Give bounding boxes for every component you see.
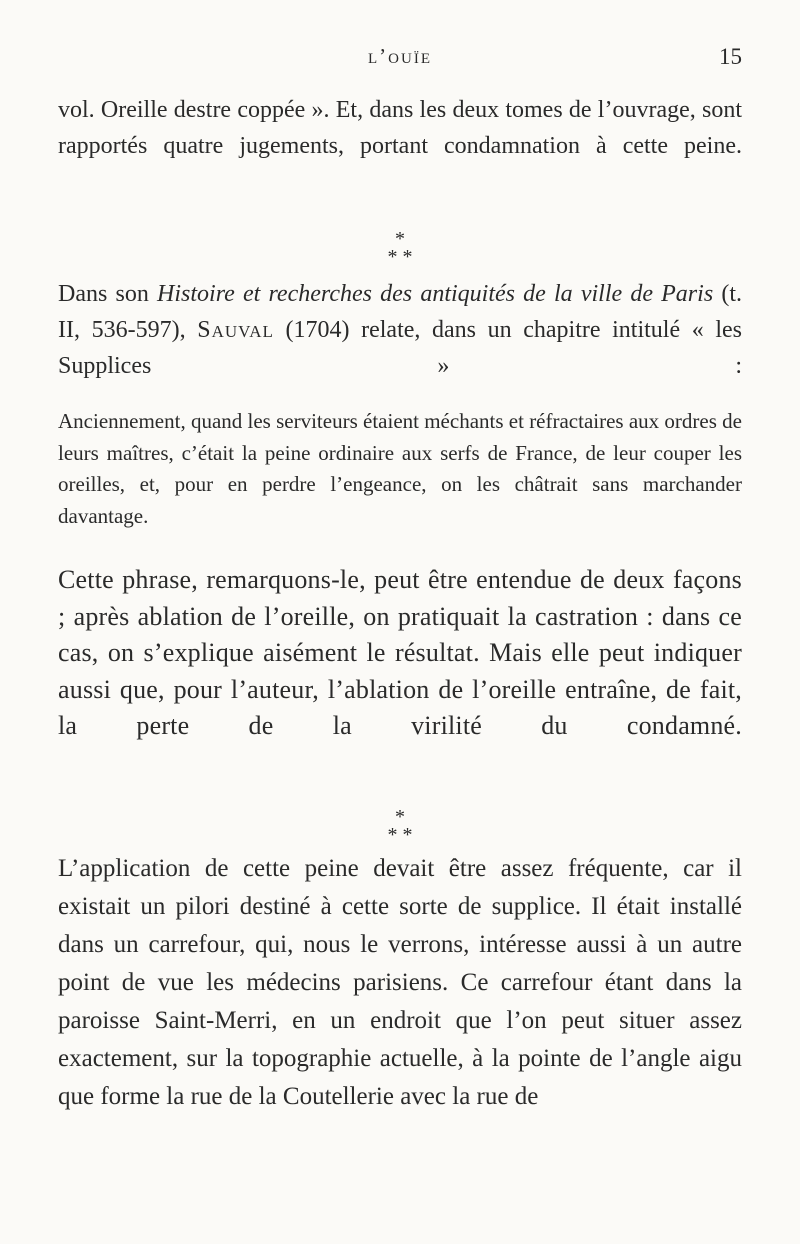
paragraph-4: L’application de cette peine devait être assez fréquente, car il existait un pilori destiné à cette sorte de supplice. Il était installé dans un carrefour, qui, nous le verrons, intéresse aussi à un autre point de vue les médecins parisiens. Ce carrefour étant dans la paroisse Saint-Merri, en un endroit que l’on peut situer assez exactement, sur la topographie actuelle, à la pointe de l’angle aigu que forme la rue de la Coutellerie avec la rue de [58,855,742,1110]
page-number: 15 [719,44,742,69]
asterism-bottom: * * [387,246,413,268]
paragraph-2 [58,276,742,384]
asterism-bottom: * * [387,824,413,846]
page-header [58,44,742,74]
p2-intro: Dans son [58,281,149,307]
asterism-top: * [395,806,405,828]
book-title: Histoire et recherches des antiquités de la ville de Paris [157,281,714,307]
running-title: l’ouïe [368,44,432,68]
asterism-1 [0,230,800,266]
asterism-top: * [395,228,405,250]
p2-reference: (t. II, 536-597), [58,281,743,343]
asterism-2 [0,808,800,844]
paragraph-3: Cette phrase, remarquons-le, peut être entendue de deux façons ; après ablation de l’oreille, on pratiquait la castration : dans ce cas, on s’explique aisément le résultat. Mais elle peut indiquer aussi que, pour l’auteur, l’ablation de l’oreille entraîne, de fait, la perte de la virilité du condamné. [58,565,742,740]
p2-rest: (1704) relate, dans un chapitre intitulé « les Supplices » : [58,317,743,379]
paragraph-1: vol. Oreille destre coppée ». Et, dans les deux tomes de l’ouvrage, sont rapportés quatre jugements, portant condamnation à cette peine. [58,97,742,159]
author-name: Sauval [197,317,274,343]
block-quote: Anciennement, quand les serviteurs étaient méchants et réfractaires aux ordres de leurs maîtres, c’était la peine ordinaire aux serfs de France, de leur couper les oreilles, et, pour en perdre l’engeance, on les châtrait sans marchander davantage. [58,409,742,528]
